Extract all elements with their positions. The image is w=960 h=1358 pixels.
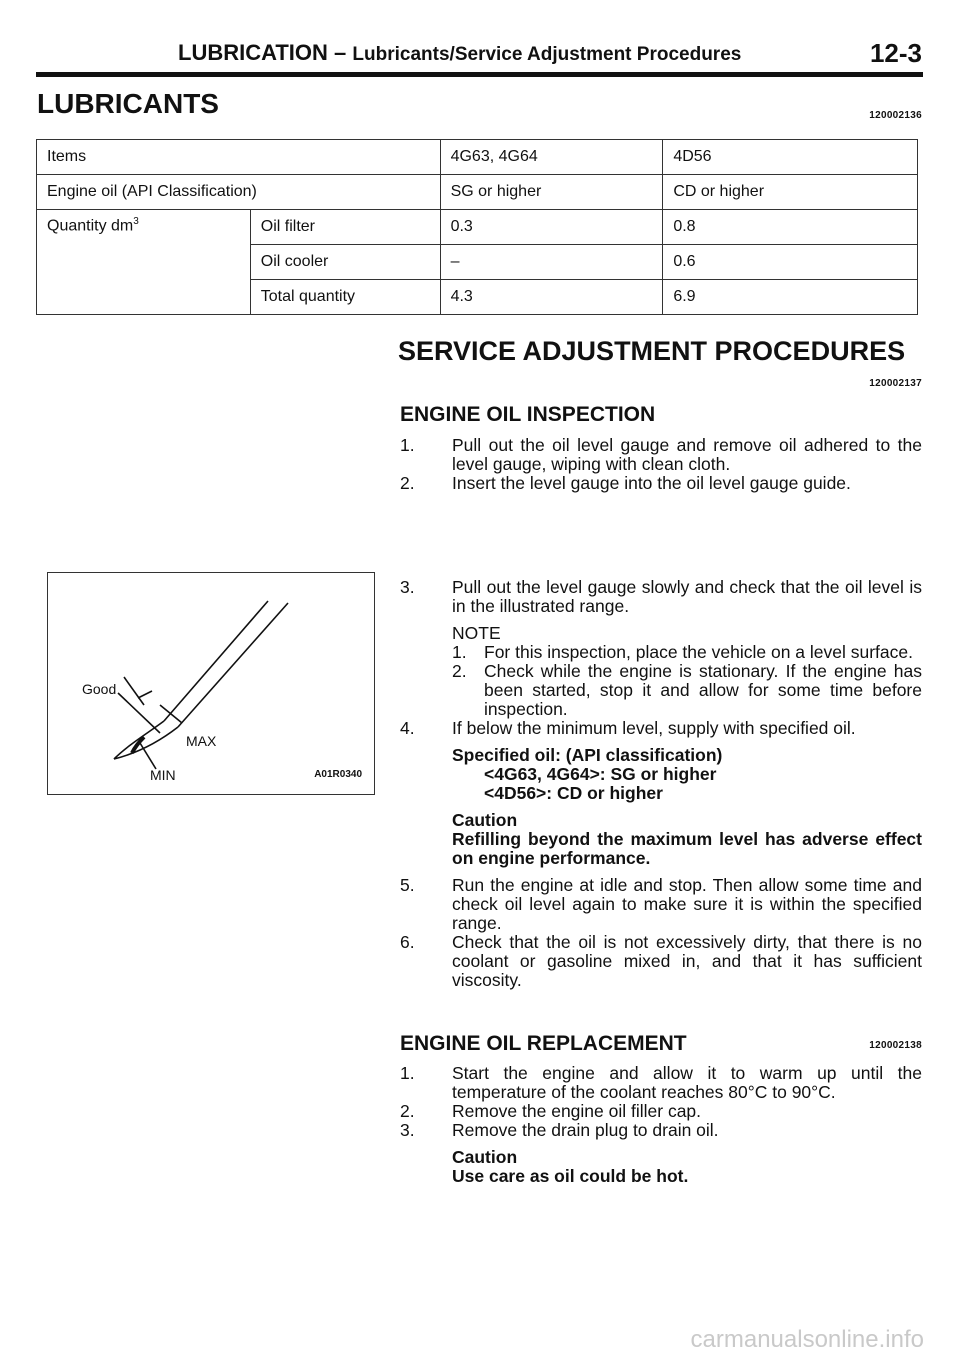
list-item: 2. Insert the level gauge into the oil level gauge guide. <box>400 473 851 493</box>
service-title: SERVICE ADJUSTMENT PROCEDURES <box>398 336 906 366</box>
note-item: 2. Check while the engine is stationary. If the engine has been started, stop it and allow for some time before inspection. <box>452 661 922 719</box>
replacement-steps <box>400 1064 922 1186</box>
service-ref: 120002137 <box>869 378 922 389</box>
header-rule <box>36 72 923 77</box>
specified-oil-4d56: <4D56>: CD or higher <box>484 783 663 803</box>
replacement-ref: 120002138 <box>869 1040 922 1051</box>
figure-code: A01R0340 <box>314 769 362 780</box>
cell-row-name: Oil filter <box>250 210 440 245</box>
list-item: 1. Pull out the oil level gauge and remove oil adhered to the level gauge, wiping with clean cloth. <box>400 435 922 474</box>
list-item: 3. Remove the drain plug to drain oil. <box>400 1120 719 1140</box>
table-row <box>37 175 918 210</box>
cell-quantity-label: Quantity $dm^3$ <box>37 210 251 315</box>
inspection-title: ENGINE OIL INSPECTION <box>400 403 656 426</box>
replacement-title: ENGINE OIL REPLACEMENT <box>400 1032 687 1055</box>
label-min: MIN <box>150 767 176 783</box>
page-header-title <box>178 40 741 66</box>
note-item: 1. For this inspection, place the vehicle on a level surface. <box>452 642 913 662</box>
cell-engine-oil-b: CD or higher <box>663 175 918 210</box>
watermark: carmanualsonline.info <box>690 1326 924 1353</box>
caution-label: Caution <box>452 1147 518 1167</box>
caution-text: Use care as oil could be hot. <box>452 1166 689 1186</box>
list-item: 2. Remove the engine oil filler cap. <box>400 1101 702 1121</box>
header-subsection: Lubricants/Service Adjustment Procedures <box>352 44 742 65</box>
lubricants-table <box>36 139 918 315</box>
header-section: LUBRICATION <box>178 40 328 65</box>
list-item: 4. If below the minimum level, supply with specified oil. <box>400 718 856 738</box>
list-item: 6. Check that the oil is not excessively dirty, that there is no coolant or gasoline mixed in, and that it has sufficient viscosity. <box>400 932 922 990</box>
header-cell-4g63: 4G63, 4G64 <box>440 140 663 175</box>
cell-row-b: 6.9 <box>663 280 918 315</box>
label-good: Good <box>82 681 117 697</box>
cell-row-b: 0.8 <box>663 210 918 245</box>
page-number: 12-3 <box>869 38 922 68</box>
cell-row-name: Oil cooler <box>250 245 440 280</box>
table-row <box>37 210 918 245</box>
list-item: 3. Pull out the level gauge slowly and check that the oil level is in the illustrated range. <box>400 577 922 616</box>
cell-row-a: – <box>440 245 663 280</box>
cell-row-a: 4.3 <box>440 280 663 315</box>
note-label: NOTE <box>452 623 501 643</box>
cell-row-name: Total quantity <box>250 280 440 315</box>
caution-label: Caution <box>452 810 518 830</box>
cell-row-a: 0.3 <box>440 210 663 245</box>
header-cell-4d56: 4D56 <box>663 140 918 175</box>
specified-oil-label: Specified oil: (API classification) <box>452 745 723 765</box>
header-cell-items: Items <box>37 140 441 175</box>
cell-engine-oil-label: Engine oil (API Classification) <box>37 175 441 210</box>
specified-oil-4g63: <4G63, 4G64>: SG or higher <box>484 764 717 784</box>
cell-row-b: 0.6 <box>663 245 918 280</box>
oil-gauge-figure <box>47 572 375 795</box>
header-dash: – <box>334 40 347 65</box>
label-max: MAX <box>186 733 217 749</box>
inspection-steps-3-6 <box>400 578 922 990</box>
inspection-steps-1-2 <box>400 436 922 493</box>
table-row <box>37 140 918 175</box>
list-item: 5. Run the engine at idle and stop. Then allow some time and check oil level again to make sure it is within the specified range. <box>400 875 922 933</box>
lubricants-ref: 120002136 <box>869 110 922 121</box>
lubricants-title: LUBRICANTS <box>37 88 219 119</box>
list-item: 1. Start the engine and allow it to warm up until the temperature of the coolant reaches 80°C to 90°C. <box>400 1063 922 1102</box>
caution-text: Refilling beyond the maximum level has adverse effect on engine performance. <box>452 829 922 868</box>
cell-engine-oil-a: SG or higher <box>440 175 663 210</box>
